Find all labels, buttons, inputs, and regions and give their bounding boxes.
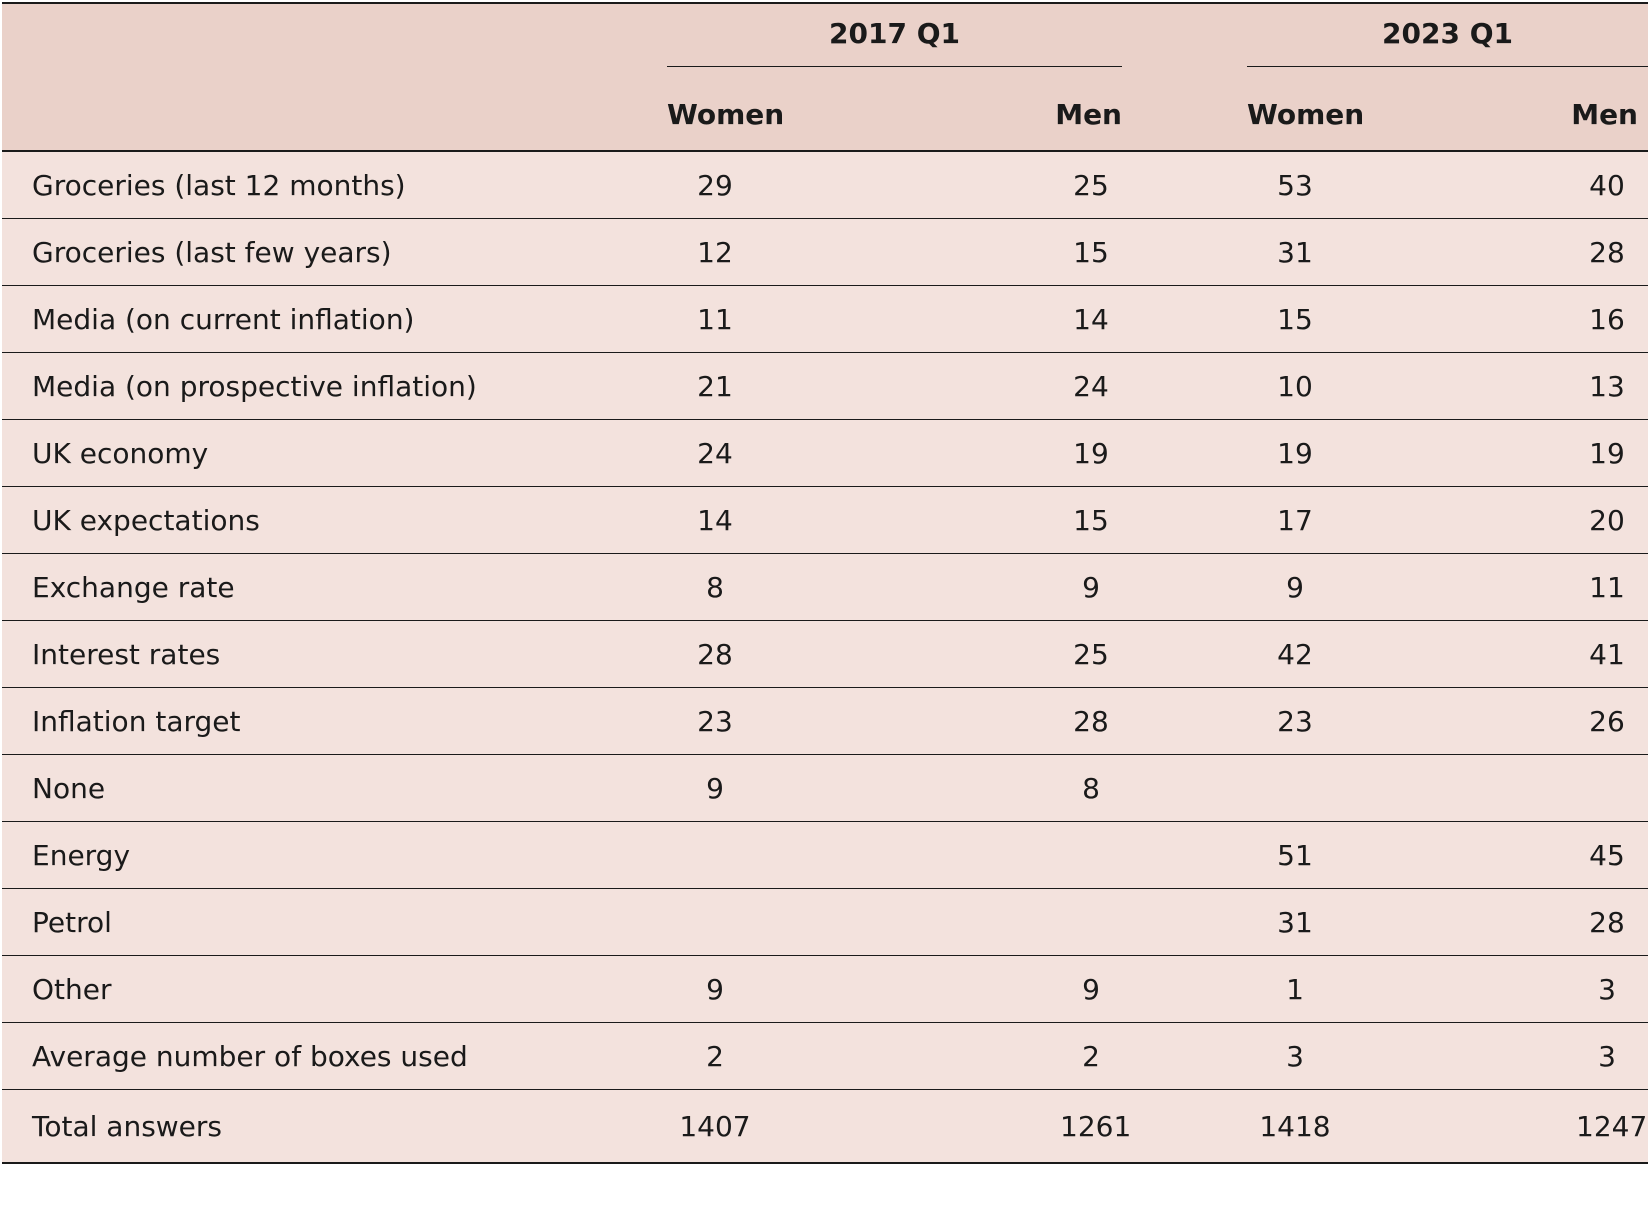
table-row (2, 621, 1648, 688)
row-label: Media (on prospective inflation) (2, 353, 582, 420)
cell-2023-men (1442, 1090, 1648, 1164)
cell-value: 41 (1589, 637, 1625, 671)
cell-value: 28 (1589, 905, 1625, 939)
cell-value: 25 (1073, 168, 1109, 202)
cell-2023-men (1442, 956, 1648, 1023)
cell-value: 9 (1286, 570, 1304, 604)
cell-value: 3 (1286, 1039, 1304, 1073)
row-label: Energy (2, 822, 582, 889)
cell-2023-men (1442, 688, 1648, 755)
header-group-2017 (582, 3, 1162, 78)
cell-2017-men (862, 219, 1162, 286)
cell-value: 31 (1277, 905, 1313, 939)
cell-value: 24 (697, 436, 733, 470)
cell-value: 19 (1277, 436, 1313, 470)
cell-2023-men (1442, 151, 1648, 219)
cell-value: 3 (1598, 1039, 1616, 1073)
table-row (2, 1090, 1648, 1164)
cell-2017-women (582, 822, 862, 889)
cell-2017-men (862, 889, 1162, 956)
cell-2017-women (582, 151, 862, 219)
cell-value: 9 (706, 972, 724, 1006)
cell-2023-women (1162, 487, 1442, 554)
cell-2023-women (1162, 353, 1442, 420)
subheader-2023-women: Women (1162, 78, 1442, 151)
cell-2017-women (582, 956, 862, 1023)
row-label: Media (on current inflation) (2, 286, 582, 353)
cell-value: 14 (697, 503, 733, 537)
cell-2017-women (582, 554, 862, 621)
cell-value: 9 (706, 771, 724, 805)
survey-table (2, 2, 1648, 1164)
cell-2017-men (862, 286, 1162, 353)
cell-2023-men (1442, 621, 1648, 688)
cell-2023-women (1162, 286, 1442, 353)
cell-value: 11 (697, 302, 733, 336)
subheader-2023-men-label: Men (1571, 97, 1638, 131)
cell-2017-women (582, 420, 862, 487)
cell-2023-women (1162, 956, 1442, 1023)
cell-2023-men (1442, 822, 1648, 889)
cell-value: 29 (697, 168, 733, 202)
cell-2023-men (1442, 487, 1648, 554)
cell-2023-men (1442, 420, 1648, 487)
cell-value: 10 (1277, 369, 1313, 403)
cell-value: 15 (1073, 235, 1109, 269)
cell-2017-women (582, 286, 862, 353)
cell-2017-men (862, 554, 1162, 621)
cell-2023-men (1442, 889, 1648, 956)
cell-2017-men (862, 621, 1162, 688)
cell-2017-men (862, 688, 1162, 755)
table-row (2, 353, 1648, 420)
cell-2017-women (582, 353, 862, 420)
group-label-2023: 2023 Q1 (1247, 16, 1648, 67)
row-label: UK economy (2, 420, 582, 487)
cell-value: 16 (1589, 302, 1625, 336)
cell-value: 51 (1277, 838, 1313, 872)
cell-2017-women (582, 688, 862, 755)
table-row (2, 822, 1648, 889)
cell-value: 20 (1589, 503, 1625, 537)
row-label: Groceries (last few years) (2, 219, 582, 286)
cell-value: 1407 (679, 1109, 751, 1143)
row-label: Exchange rate (2, 554, 582, 621)
cell-value: 15 (1073, 503, 1109, 537)
table-row (2, 1023, 1648, 1090)
group-label-2017: 2017 Q1 (667, 16, 1122, 67)
header-group-2023 (1162, 3, 1648, 78)
cell-2017-women (582, 1023, 862, 1090)
header-corner-cell-2 (2, 78, 582, 151)
cell-2017-men (862, 1023, 1162, 1090)
header-sub-row (2, 78, 1648, 151)
cell-value: 8 (1082, 771, 1100, 805)
row-label: None (2, 755, 582, 822)
cell-2023-men (1442, 219, 1648, 286)
row-label: Total answers (2, 1090, 582, 1164)
cell-value: 23 (697, 704, 733, 738)
table-row (2, 956, 1648, 1023)
cell-value: 15 (1277, 302, 1313, 336)
cell-2017-men (862, 487, 1162, 554)
cell-2023-women (1162, 621, 1442, 688)
cell-2023-men (1442, 1023, 1648, 1090)
table-row (2, 286, 1648, 353)
cell-value: 2 (706, 1039, 724, 1073)
subheader-2017-women: Women (582, 78, 862, 151)
table-row (2, 151, 1648, 219)
cell-value: 31 (1277, 235, 1313, 269)
table-row (2, 889, 1648, 956)
cell-2023-women (1162, 554, 1442, 621)
cell-2023-men (1442, 286, 1648, 353)
cell-2023-women (1162, 151, 1442, 219)
row-label: Other (2, 956, 582, 1023)
cell-value: 1418 (1259, 1109, 1331, 1143)
cell-value: 1247 (1576, 1109, 1648, 1143)
cell-value: 13 (1589, 369, 1625, 403)
subheader-2017-men: Men (862, 78, 1162, 151)
cell-value: 26 (1589, 704, 1625, 738)
cell-value: 12 (697, 235, 733, 269)
subheader-2023-men (1442, 78, 1648, 151)
cell-value: 21 (697, 369, 733, 403)
cell-2017-women (582, 487, 862, 554)
cell-value: 8 (706, 570, 724, 604)
cell-2023-women (1162, 688, 1442, 755)
cell-2023-men (1442, 755, 1648, 822)
cell-2023-women (1162, 889, 1442, 956)
cell-value: 40 (1589, 168, 1625, 202)
cell-2017-men (862, 822, 1162, 889)
table-row (2, 755, 1648, 822)
row-label: Inflation target (2, 688, 582, 755)
cell-value: 28 (697, 637, 733, 671)
cell-2017-men (862, 353, 1162, 420)
cell-2023-women (1162, 1023, 1442, 1090)
cell-2017-women (582, 1090, 862, 1164)
table-row (2, 420, 1648, 487)
cell-2017-women (582, 621, 862, 688)
cell-2017-men (862, 151, 1162, 219)
cell-2023-women (1162, 822, 1442, 889)
cell-value: 19 (1073, 436, 1109, 470)
cell-value: 14 (1073, 302, 1109, 336)
cell-value: 3 (1598, 972, 1616, 1006)
cell-2023-men (1442, 554, 1648, 621)
header-group-row (2, 3, 1648, 78)
table-body (2, 151, 1648, 1163)
cell-2017-men (862, 1090, 1162, 1164)
cell-2023-men (1442, 353, 1648, 420)
table-header (2, 3, 1648, 151)
cell-2023-women (1162, 755, 1442, 822)
cell-2023-women (1162, 219, 1442, 286)
row-label: Groceries (last 12 months) (2, 151, 582, 219)
cell-value: 23 (1277, 704, 1313, 738)
cell-2017-women (582, 889, 862, 956)
cell-2017-women (582, 755, 862, 822)
cell-value: 28 (1073, 704, 1109, 738)
cell-value: 24 (1073, 369, 1109, 403)
row-label: UK expectations (2, 487, 582, 554)
cell-value: 45 (1589, 838, 1625, 872)
cell-value: 9 (1082, 570, 1100, 604)
cell-2023-women (1162, 1090, 1442, 1164)
row-label: Interest rates (2, 621, 582, 688)
cell-value: 1 (1286, 972, 1304, 1006)
cell-value: 42 (1277, 637, 1313, 671)
table-row (2, 554, 1648, 621)
cell-2017-men (862, 755, 1162, 822)
cell-value: 11 (1589, 570, 1625, 604)
header-corner-cell (2, 3, 582, 78)
cell-2017-men (862, 956, 1162, 1023)
cell-value: 17 (1277, 503, 1313, 537)
cell-value: 19 (1589, 436, 1625, 470)
cell-2017-women (582, 219, 862, 286)
cell-value: 28 (1589, 235, 1625, 269)
cell-value: 9 (1082, 972, 1100, 1006)
table-row (2, 487, 1648, 554)
cell-value: 1261 (1060, 1109, 1132, 1143)
table-row (2, 688, 1648, 755)
data-table-container (2, 2, 1648, 1164)
table-row (2, 219, 1648, 286)
cell-2017-men (862, 420, 1162, 487)
cell-value: 53 (1277, 168, 1313, 202)
cell-value: 2 (1082, 1039, 1100, 1073)
row-label: Petrol (2, 889, 582, 956)
row-label: Average number of boxes used (2, 1023, 582, 1090)
cell-2023-women (1162, 420, 1442, 487)
cell-value: 25 (1073, 637, 1109, 671)
